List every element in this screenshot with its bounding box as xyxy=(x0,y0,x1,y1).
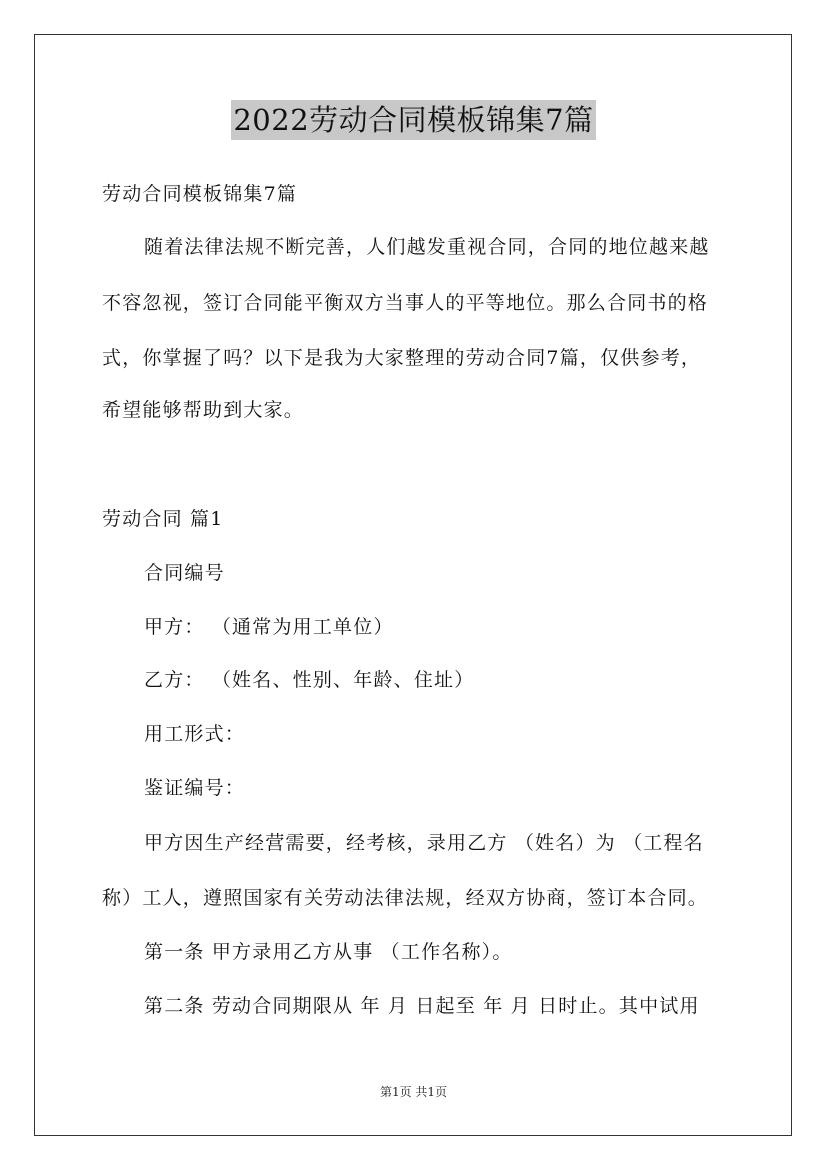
intro-line-1: 随着法律法规不断完善，人们越发重视合同，合同的地位越来越 xyxy=(144,236,710,258)
verification-number-label: 鉴证编号： xyxy=(144,777,246,799)
intro-line-2: 不容忽视，签订合同能平衡双方当事人的平等地位。那么合同书的格 xyxy=(102,292,709,314)
intro-line-3: 式，你掌握了吗？以下是我为大家整理的劳动合同7篇，仅供参考， xyxy=(102,347,702,369)
article-1: 第一条 甲方录用乙方从事 （工作名称）。 xyxy=(144,941,513,963)
page-number-label: 第1页 共1页 xyxy=(379,1085,448,1099)
employment-form-label: 用工形式： xyxy=(144,723,246,745)
title-container xyxy=(0,100,827,140)
page-footer xyxy=(0,1084,827,1100)
party-b-label: 乙方： （姓名、性别、年龄、住址） xyxy=(144,669,475,691)
party-a-label: 甲方： （通常为用工单位） xyxy=(144,616,394,638)
body-line-1: 甲方因生产经营需要，经考核，录用乙方 （姓名）为 （工程名 xyxy=(144,832,704,854)
body-line-2: 称）工人，遵照国家有关劳动法律法规，经双方协商，签订本合同。 xyxy=(102,887,709,909)
article-2: 第二条 劳动合同期限从 年 月 日起至 年 月 日时止。其中试用 xyxy=(144,995,700,1017)
section-heading: 劳动合同 篇1 xyxy=(102,508,224,530)
intro-line-4: 希望能够帮助到大家。 xyxy=(102,399,305,421)
contract-number-label: 合同编号 xyxy=(144,562,225,584)
document-title: 2022劳动合同模板锦集7篇 xyxy=(231,100,595,140)
document-subtitle: 劳动合同模板锦集7篇 xyxy=(102,183,298,205)
